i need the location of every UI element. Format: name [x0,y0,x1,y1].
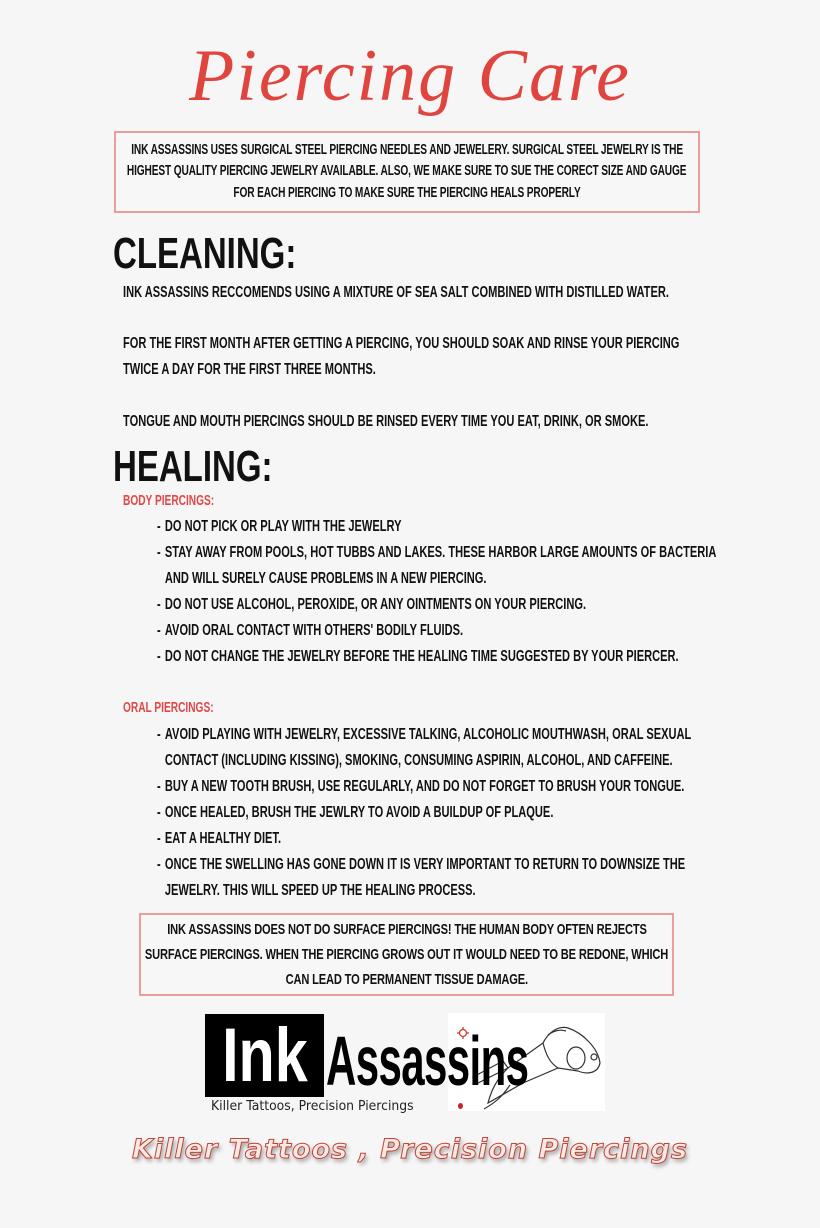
list-item: - AVOID ORAL CONTACT WITH OTHERS' BODILY FLUIDS. [157,618,716,644]
intro-line: FOR EACH PIERCING TO MAKE SURE THE PIERCING HEALS PROPERLY [233,184,581,201]
bullet-dash: - [157,544,161,561]
list-item: - DO NOT USE ALCOHOL, PEROXIDE, OR ANY OINTMENTS ON YOUR PIERCING. [157,592,716,618]
healing-heading: HEALING: [113,442,273,491]
cleaning-heading: CLEANING: [113,229,297,278]
logo-ink-block: Ink [205,1014,324,1097]
list-item: - EAT A HEALTHY DIET. [157,826,691,852]
list-item: - DO NOT CHANGE THE JEWELRY BEFORE THE HEALING TIME SUGGESTED BY YOUR PIERCER. [157,644,716,670]
intro-line: INK ASSASSINS USES SURGICAL STEEL PIERCING NEEDLES AND JEWELERY. SURGICAL STEEL JEWELRY IS THE [131,141,683,158]
list-item: - DO NOT PICK OR PLAY WITH THE JEWELRY [157,514,716,540]
cleaning-paragraph: INK ASSASSINS RECCOMENDS USING A MIXTURE OF SEA SALT COMBINED WITH DISTILLED WATER. [123,284,669,301]
bullet-dash: - [157,778,161,795]
bullet-dash: - [157,648,161,665]
list-item: - ONCE THE SWELLING HAS GONE DOWN IT IS VERY IMPORTANT TO RETURN TO DOWNSIZE THE [157,852,691,878]
crosshair-icon [457,1026,469,1044]
warning-line: SURFACE PIERCINGS. WHEN THE PIERCING GROWS OUT IT WOULD NEED TO BE REDONE, WHICH [144,946,669,963]
list-item-continuation: CONTACT (INCLUDING KISSING), SMOKING, CONSUMING ASPIRIN, ALCOHOL, AND CAFFEINE. [164,752,673,769]
blood-drop-icon [458,1103,463,1109]
intro-box [114,131,700,213]
body-piercings-subheading: BODY PIERCINGS: [123,493,215,509]
cleaning-paragraph: TONGUE AND MOUTH PIERCINGS SHOULD BE RINSED EVERY TIME YOU EAT, DRINK, OR SMOKE. [123,413,649,430]
cleaning-paragraph: TWICE A DAY FOR THE FIRST THREE MONTHS. [123,361,376,378]
footer-tagline: Killer Tattoos , Precision Piercings [131,1134,689,1165]
warning-line: CAN LEAD TO PERMANENT TISSUE DAMAGE. [285,971,528,988]
oral-piercings-subheading: ORAL PIERCINGS: [123,700,214,716]
bullet-dash: - [157,804,161,821]
bullet-dash: - [157,622,161,639]
intro-line: HIGHEST QUALITY PIERCING JEWELRY AVAILABLE. ALSO, WE MAKE SURE TO SUE THE CORECT SIZE AND GAUGE [127,163,687,180]
list-item: - BUY A NEW TOOTH BRUSH, USE REGULARLY, AND DO NOT FORGET TO BRUSH YOUR TONGUE. [157,774,691,800]
oral-piercings-list [157,722,820,904]
list-item-continuation: AND WILL SURELY CAUSE PROBLEMS IN A NEW PIERCING. [164,570,487,587]
logo-tagline: Killer Tattoos, Precision Piercings [211,1098,414,1114]
warning-line: INK ASSASSINS DOES NOT DO SURFACE PIERCINGS! THE HUMAN BODY OFTEN REJECTS [166,921,647,938]
list-item: - STAY AWAY FROM POOLS, HOT TUBBS AND LAKES. THESE HARBOR LARGE AMOUNTS OF BACTERIA [157,540,716,566]
bullet-dash: - [157,518,161,535]
bullet-dash: - [157,830,161,847]
ink-assassins-logo [205,1013,605,1113]
list-item-continuation: JEWELRY. THIS WILL SPEED UP THE HEALING PROCESS. [164,882,476,899]
bullet-dash: - [157,856,161,873]
page-title: Piercing Care [189,35,631,117]
warning-box [139,913,674,996]
body-piercings-list [157,514,820,670]
bullet-dash: - [157,596,161,613]
bullet-dash: - [157,726,161,743]
list-item: - ONCE HEALED, BRUSH THE JEWLRY TO AVOID A BUILDUP OF PLAQUE. [157,800,691,826]
logo-assassins-text: Assassins [326,1022,529,1100]
list-item: - AVOID PLAYING WITH JEWELRY, EXCESSIVE TALKING, ALCOHOLIC MOUTHWASH, ORAL SEXUAL [157,722,691,748]
cleaning-paragraph: FOR THE FIRST MONTH AFTER GETTING A PIERCING, YOU SHOULD SOAK AND RINSE YOUR PIERCING [123,335,680,352]
